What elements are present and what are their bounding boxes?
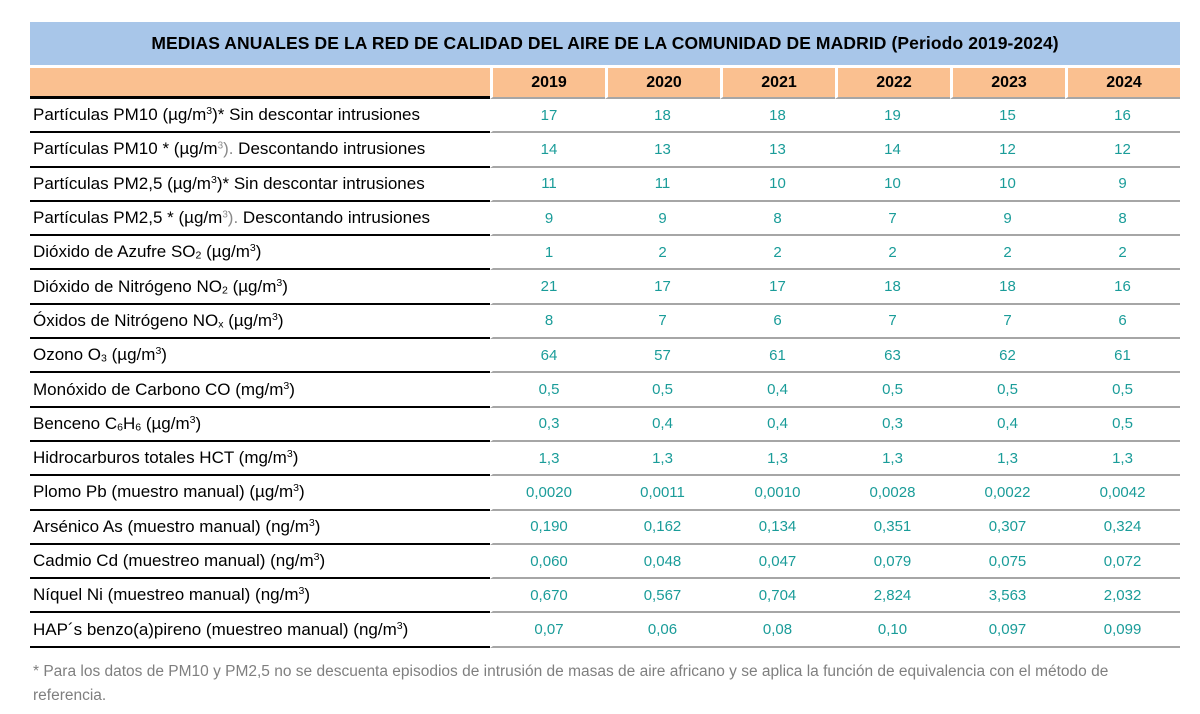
row-label-segment: Níquel Ni (muestreo manual) (ng/m xyxy=(33,585,299,605)
row-label-segment: ) xyxy=(255,242,262,262)
row-label-segment: 3 xyxy=(189,414,196,427)
year-header-cell: 2019 xyxy=(490,68,605,99)
value-cell: 0,07 xyxy=(490,613,605,647)
table-row xyxy=(30,305,1180,339)
value-cell: 61 xyxy=(720,339,835,373)
value-cell: 0,0042 xyxy=(1065,476,1180,510)
table-row xyxy=(30,613,1180,647)
value-cell: 15 xyxy=(950,99,1065,133)
row-label-segment: ) xyxy=(314,516,321,536)
row-label-segment: 3 xyxy=(283,379,290,392)
value-cell: 2 xyxy=(950,236,1065,270)
year-header-cell: 2021 xyxy=(720,68,835,99)
row-label xyxy=(30,133,490,167)
table-row xyxy=(30,202,1180,236)
table-row xyxy=(30,511,1180,545)
row-label-segment: ) xyxy=(195,413,202,433)
year-header-cell: 2020 xyxy=(605,68,720,99)
value-cell: 8 xyxy=(1065,202,1180,236)
row-label-segment: 3 xyxy=(217,141,224,153)
row-label-segment: ) xyxy=(319,551,326,570)
table-title: MEDIAS ANUALES DE LA RED DE CALIDAD DEL AIRE DE LA COMUNIDAD DE MADRID (Periodo 2019-2024) xyxy=(30,22,1180,68)
value-cell: 1,3 xyxy=(605,442,720,476)
row-label xyxy=(30,545,490,579)
value-cell: 0,0028 xyxy=(835,476,950,510)
row-label xyxy=(30,408,490,442)
row-label-segment: 6 xyxy=(117,421,123,434)
row-label-segment: 3 xyxy=(249,242,256,255)
row-label-segment: 3 xyxy=(308,516,315,529)
value-cell: 21 xyxy=(490,270,605,304)
row-label-segment: (µg/m xyxy=(227,276,277,296)
row-label-segment: 3 xyxy=(293,482,300,495)
value-cell: 1,3 xyxy=(490,442,605,476)
row-label-segment: Óxidos de Nitrógeno NO xyxy=(33,310,219,330)
row-label-segment: ) xyxy=(289,379,295,399)
air-quality-table xyxy=(30,22,1180,648)
table-row xyxy=(30,545,1180,579)
value-cell: 0,4 xyxy=(720,373,835,407)
row-label-segment: (µg/m xyxy=(106,345,156,365)
value-cell: 0,048 xyxy=(605,545,720,579)
value-cell: 0,06 xyxy=(605,613,720,647)
row-label-segment: Dióxido de Nitrógeno NO xyxy=(33,276,222,296)
value-cell: 17 xyxy=(720,270,835,304)
value-cell: 2 xyxy=(605,236,720,270)
row-label xyxy=(30,476,490,510)
row-label xyxy=(30,442,490,476)
row-label-segment: Plomo Pb (muestro manual) (µg/m xyxy=(33,482,294,502)
value-cell: 0,0020 xyxy=(490,476,605,510)
row-label-segment: ) xyxy=(277,310,284,330)
row-label-segment: Dióxido de Azufre SO xyxy=(33,242,196,262)
value-cell: 0,097 xyxy=(950,613,1065,647)
value-cell: 0,060 xyxy=(490,545,605,579)
value-cell: 1,3 xyxy=(950,442,1065,476)
table-row xyxy=(30,373,1180,407)
row-label-segment: Descontando intrusiones xyxy=(233,139,426,159)
value-cell: 1,3 xyxy=(1065,442,1180,476)
row-label-segment: Partículas PM10 * (µg/m xyxy=(33,139,218,159)
row-label-segment: HAP´s benzo(a)pireno (muestreo manual) (ng/m xyxy=(33,619,397,639)
row-label xyxy=(30,339,490,373)
row-label-segment: Arsénico As (muestro manual) (ng/m xyxy=(33,516,309,536)
row-label-segment: )* Sin descontar intrusiones xyxy=(216,173,425,193)
value-cell: 2 xyxy=(835,236,950,270)
value-cell: 18 xyxy=(720,99,835,133)
value-cell: 8 xyxy=(720,202,835,236)
year-header-spacer xyxy=(30,68,490,99)
value-cell: 18 xyxy=(950,270,1065,304)
value-cell: 0,072 xyxy=(1065,545,1180,579)
row-label-segment: ) xyxy=(292,448,299,468)
row-label-segment: H xyxy=(122,413,136,433)
value-cell: 10 xyxy=(835,168,950,202)
year-header-cell: 2023 xyxy=(950,68,1065,99)
row-label-segment: 3 xyxy=(276,276,283,289)
value-cell: 6 xyxy=(720,305,835,339)
value-cell: 1 xyxy=(490,236,605,270)
value-cell: 18 xyxy=(605,99,720,133)
value-cell: 0,162 xyxy=(605,511,720,545)
value-cell: 0,567 xyxy=(605,579,720,613)
value-cell: 0,5 xyxy=(835,373,950,407)
row-label-segment: 3 xyxy=(206,105,213,118)
row-label xyxy=(30,511,490,545)
title-row xyxy=(30,22,1180,68)
row-label-segment: Partículas PM10 (µg/m xyxy=(33,105,207,125)
value-cell: 0,10 xyxy=(835,613,950,647)
row-label xyxy=(30,236,490,270)
table-row xyxy=(30,99,1180,133)
row-label-segment: Benceno C xyxy=(33,413,118,433)
value-cell: 10 xyxy=(950,168,1065,202)
row-label-segment: x xyxy=(218,318,224,331)
row-label-segment: ) xyxy=(304,585,311,605)
value-cell: 0,5 xyxy=(1065,373,1180,407)
value-cell: 9 xyxy=(490,202,605,236)
value-cell: 0,047 xyxy=(720,545,835,579)
value-cell: 0,3 xyxy=(835,408,950,442)
value-cell: 1,3 xyxy=(720,442,835,476)
row-label-segment: Descontando intrusiones xyxy=(238,208,431,228)
row-label-segment: 3 xyxy=(313,551,320,564)
row-label xyxy=(30,613,490,647)
value-cell: 16 xyxy=(1065,99,1180,133)
value-cell: 0,0011 xyxy=(605,476,720,510)
value-cell: 0,4 xyxy=(605,408,720,442)
row-label-segment: 2 xyxy=(195,249,202,262)
value-cell: 8 xyxy=(490,305,605,339)
value-cell: 0,351 xyxy=(835,511,950,545)
value-cell: 0,134 xyxy=(720,511,835,545)
row-label-segment: 3 xyxy=(222,209,228,221)
row-label xyxy=(30,373,490,407)
year-header-row xyxy=(30,68,1180,99)
row-label-segment: ). xyxy=(223,139,234,159)
value-cell: 0,079 xyxy=(835,545,950,579)
value-cell: 0,08 xyxy=(720,613,835,647)
table-row xyxy=(30,168,1180,202)
value-cell: 0,5 xyxy=(605,373,720,407)
year-header-cell: 2024 xyxy=(1065,68,1180,99)
value-cell: 11 xyxy=(605,168,720,202)
value-cell: 18 xyxy=(835,270,950,304)
row-label-segment: (µg/m xyxy=(141,413,190,433)
value-cell: 0,4 xyxy=(720,408,835,442)
row-label-segment: Partículas PM2,5 * (µg/m xyxy=(33,208,223,228)
row-label-segment: 2 xyxy=(221,284,228,297)
table-row xyxy=(30,236,1180,270)
table-body xyxy=(30,99,1180,648)
value-cell: 12 xyxy=(950,133,1065,167)
value-cell: 0,5 xyxy=(950,373,1065,407)
table-row xyxy=(30,408,1180,442)
value-cell: 0,307 xyxy=(950,511,1065,545)
row-label xyxy=(30,579,490,613)
value-cell: 0,190 xyxy=(490,511,605,545)
row-label-segment: ) xyxy=(282,276,288,296)
value-cell: 12 xyxy=(1065,133,1180,167)
row-label-segment: 3 xyxy=(286,448,293,461)
value-cell: 2,032 xyxy=(1065,579,1180,613)
table-row xyxy=(30,579,1180,613)
row-label xyxy=(30,168,490,202)
value-cell: 1,3 xyxy=(835,442,950,476)
row-label-segment: ) xyxy=(161,345,167,365)
value-cell: 16 xyxy=(1065,270,1180,304)
table-row xyxy=(30,476,1180,510)
row-label-segment: 3 xyxy=(210,173,217,186)
value-cell: 14 xyxy=(835,133,950,167)
row-label-segment: Hidrocarburos totales HCT (mg/m xyxy=(33,448,287,468)
value-cell: 0,075 xyxy=(950,545,1065,579)
value-cell: 0,5 xyxy=(490,373,605,407)
value-cell: 6 xyxy=(1065,305,1180,339)
table-row xyxy=(30,442,1180,476)
value-cell: 10 xyxy=(720,168,835,202)
value-cell: 17 xyxy=(490,99,605,133)
row-label-segment: Monóxido de Carbono CO (mg/m xyxy=(33,379,284,399)
value-cell: 9 xyxy=(1065,168,1180,202)
value-cell: 7 xyxy=(605,305,720,339)
footnote: * Para los datos de PM10 y PM2,5 no se descuenta episodios de intrusión de masas de aire africano y se aplica la función de equivalencia con el método de referencia. xyxy=(33,663,1109,705)
row-label-segment: ) xyxy=(299,482,305,502)
value-cell: 57 xyxy=(605,339,720,373)
value-cell: 0,704 xyxy=(720,579,835,613)
value-cell: 64 xyxy=(490,339,605,373)
value-cell: 0,5 xyxy=(1065,408,1180,442)
year-header-cell: 2022 xyxy=(835,68,950,99)
table-row xyxy=(30,133,1180,167)
table-row xyxy=(30,270,1180,304)
value-cell: 13 xyxy=(720,133,835,167)
row-label xyxy=(30,270,490,304)
value-cell: 11 xyxy=(490,168,605,202)
row-label-segment: 3 xyxy=(101,352,107,365)
value-cell: 2 xyxy=(1065,236,1180,270)
value-cell: 0,4 xyxy=(950,408,1065,442)
value-cell: 0,0022 xyxy=(950,476,1065,510)
row-label-segment: 3 xyxy=(298,585,305,598)
row-label-segment: (µg/m xyxy=(201,242,250,262)
row-label-segment: Ozono O xyxy=(33,345,102,365)
value-cell: 2 xyxy=(720,236,835,270)
row-label-segment: 3 xyxy=(272,311,278,324)
value-cell: 0,0010 xyxy=(720,476,835,510)
value-cell: 62 xyxy=(950,339,1065,373)
value-cell: 17 xyxy=(605,270,720,304)
row-label-segment: ). xyxy=(227,208,239,228)
value-cell: 0,099 xyxy=(1065,613,1180,647)
value-cell: 14 xyxy=(490,133,605,167)
value-cell: 0,670 xyxy=(490,579,605,613)
value-cell: 3,563 xyxy=(950,579,1065,613)
value-cell: 9 xyxy=(950,202,1065,236)
row-label-segment: Cadmio Cd (muestreo manual) (ng/m xyxy=(33,551,314,570)
value-cell: 19 xyxy=(835,99,950,133)
row-label-segment: 3 xyxy=(396,619,403,632)
row-label xyxy=(30,202,490,236)
value-cell: 0,3 xyxy=(490,408,605,442)
row-label-segment: )* Sin descontar intrusiones xyxy=(212,105,420,125)
value-cell: 9 xyxy=(605,202,720,236)
row-label-segment: 3 xyxy=(155,345,162,358)
value-cell: 61 xyxy=(1065,339,1180,373)
table-row xyxy=(30,339,1180,373)
value-cell: 63 xyxy=(835,339,950,373)
value-cell: 2,824 xyxy=(835,579,950,613)
row-label-segment: (µg/m xyxy=(223,310,272,330)
value-cell: 7 xyxy=(950,305,1065,339)
row-label xyxy=(30,99,490,133)
row-label-segment: 6 xyxy=(135,421,142,434)
value-cell: 7 xyxy=(835,202,950,236)
row-label-segment: Partículas PM2,5 (µg/m xyxy=(33,173,211,193)
row-label xyxy=(30,305,490,339)
value-cell: 13 xyxy=(605,133,720,167)
row-label-segment: ) xyxy=(402,619,409,639)
value-cell: 7 xyxy=(835,305,950,339)
value-cell: 0,324 xyxy=(1065,511,1180,545)
